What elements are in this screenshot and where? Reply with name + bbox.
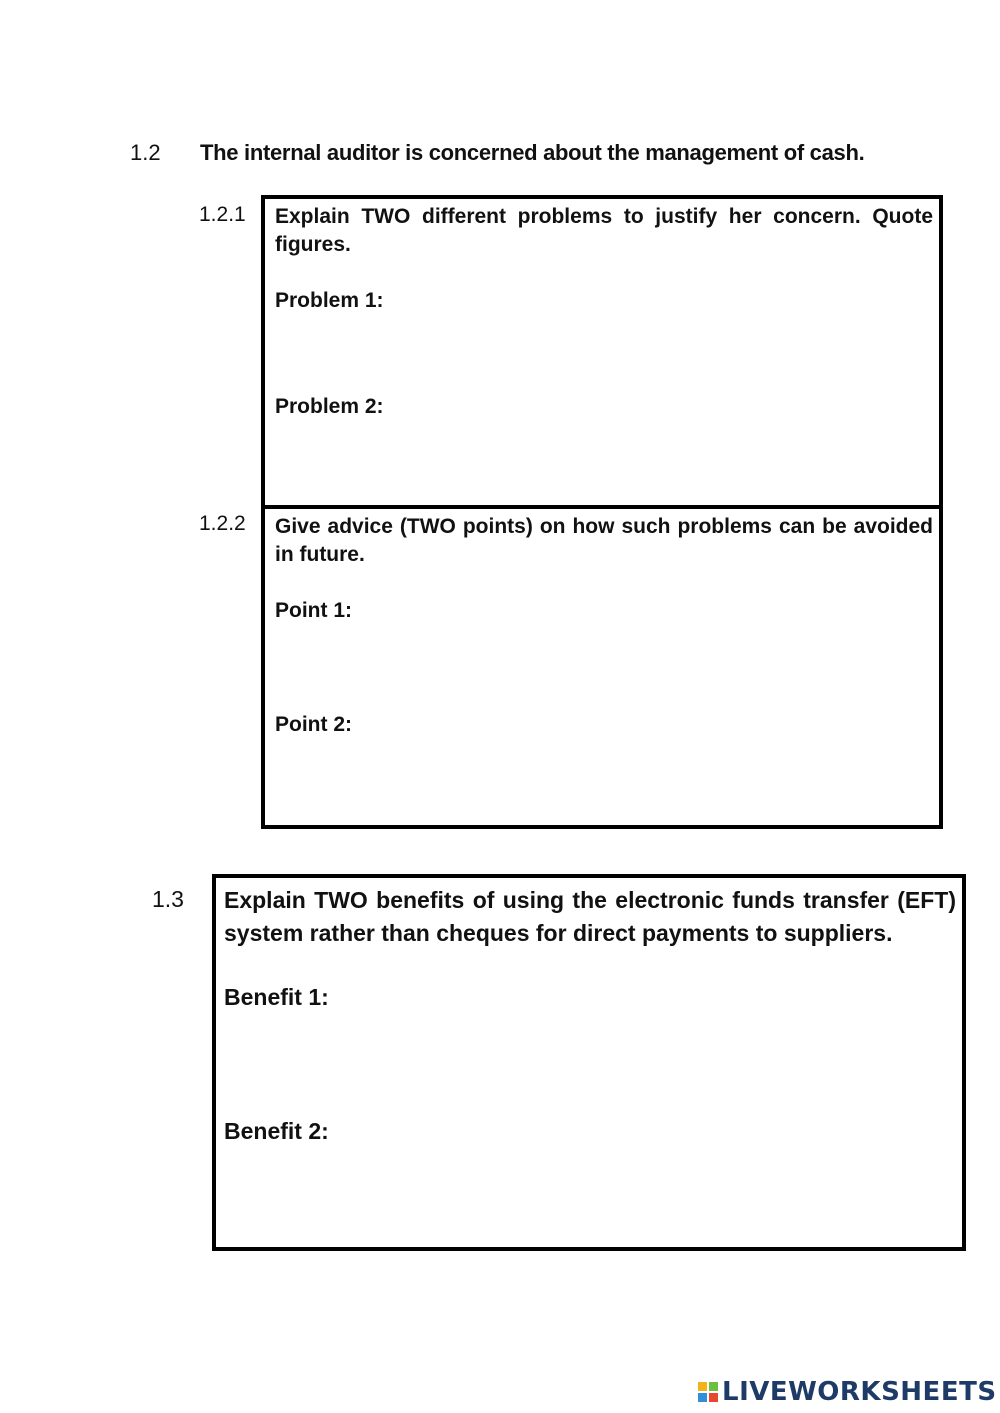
logo-grid-icon [698,1382,718,1402]
point-2-answer[interactable] [273,743,931,825]
problem-2-label: Problem 2: [275,395,384,418]
question-box-1-2 [261,195,943,829]
problem-1-label: Problem 1: [275,289,384,312]
benefit-1-label: Benefit 1: [224,984,329,1010]
problem-2-answer[interactable] [273,423,931,505]
benefit-2-answer[interactable] [224,1152,954,1244]
question-box-1-3 [212,874,966,1251]
question-number-1-2: 1.2 [130,140,161,165]
question-number-1-2-1: 1.2.1 [199,203,246,226]
benefit-2-label: Benefit 2: [224,1118,329,1144]
liveworksheets-logo [698,1377,997,1407]
question-number-1-2-2: 1.2.2 [199,512,246,535]
problem-1-answer[interactable] [273,317,931,397]
question-heading-1-2: The internal auditor is concerned about the management of cash. [200,140,865,165]
point-2-label: Point 2: [275,713,352,736]
point-1-label: Point 1: [275,599,352,622]
question-text-1-2-2: Give advice (TWO points) on how such problems can be avoided in future. [275,515,933,566]
question-text-1-2-1: Explain TWO different problems to justify her concern. Quote figures. [275,205,933,256]
benefit-1-answer[interactable] [224,1018,954,1114]
question-number-1-3: 1.3 [152,886,184,912]
point-1-answer[interactable] [273,627,931,713]
question-text-1-3: Explain TWO benefits of using the electronic funds transfer (EFT) system rather than cheques for direct payments to suppliers. [224,887,956,946]
question-divider [265,505,939,509]
logo-wordmark: LIVEWORKSHEETS [722,1377,997,1407]
